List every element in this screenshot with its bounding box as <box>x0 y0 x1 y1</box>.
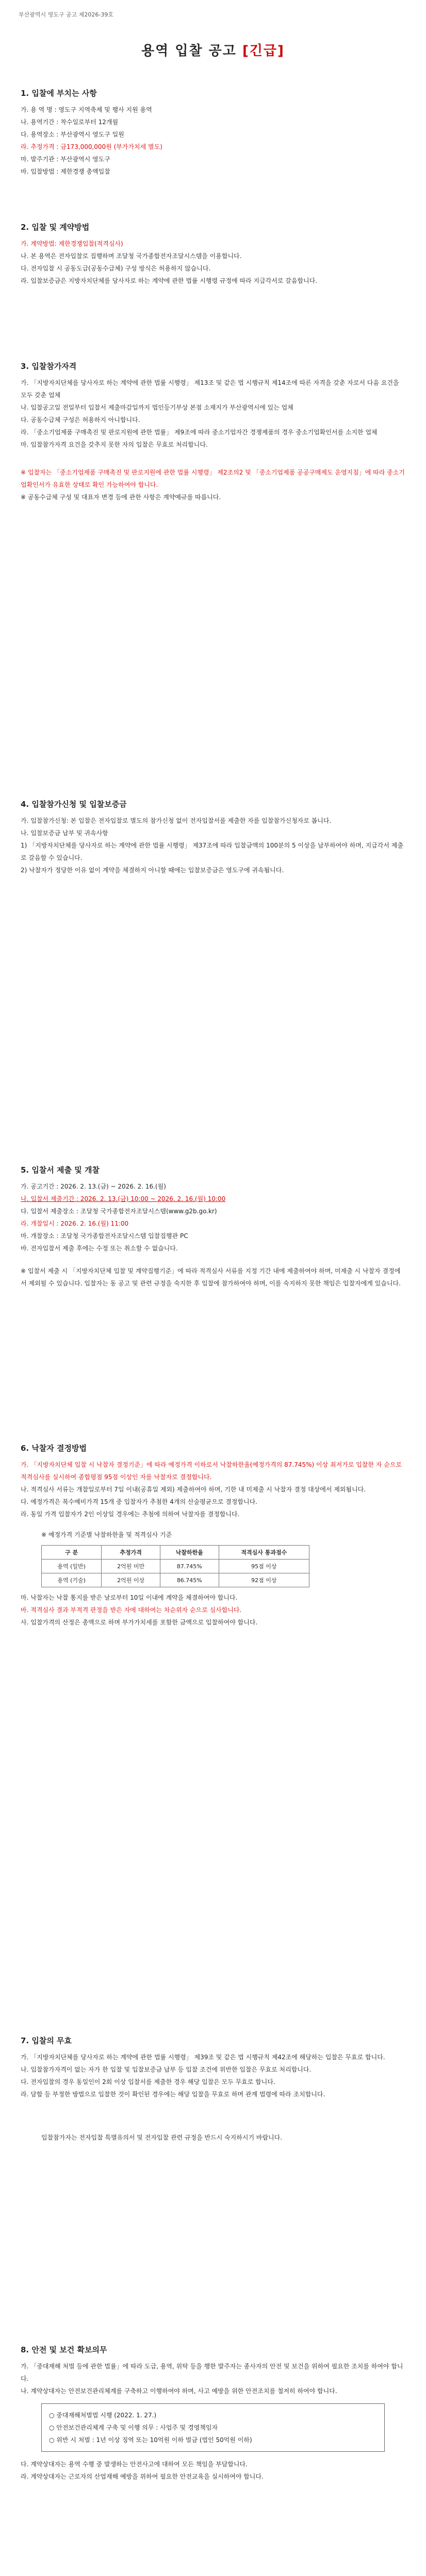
s8-after: 라. 계약상대자는 근로자의 산업재해 예방을 위하여 필요한 안전교육을 실시하여야 합니다. <box>21 2473 264 2480</box>
section-6-title: 6. 낙찰자 결정방법 <box>21 1444 87 1453</box>
s3-para: 나. 입찰공고일 전일부터 입찰서 제출마감일까지 법인등기부상 본점 소재지가 부산광역시에 있는 업체 <box>21 404 293 411</box>
notice-reference: 부산광역시 영도구 공고 제2026-39호 <box>19 11 113 18</box>
s6-after: 사. 입찰가격의 산정은 총액으로 하며 부가가치세를 포함한 금액으로 입찰하여야 합니다. <box>21 1619 258 1626</box>
s5-line: 나. 입찰서 제출기간 : 2026. 2. 13.(금) 10:00 ~ 2026. 2. 16.(월) 10:00 <box>21 1195 226 1202</box>
section-3 <box>21 361 405 503</box>
s7-note: 입찰참가자는 전자입찰 특별유의서 및 전자입찰 관련 규정을 반드시 숙지하시기 바랍니다. <box>41 2134 283 2141</box>
section-8-title: 8. 안전 및 보건 확보의무 <box>21 2345 107 2354</box>
s7-para: 가. 「지방자치단체를 당사자로 하는 계약에 관한 법률 시행령」 제39조 및 같은 법 시행규칙 제42조에 해당하는 입찰은 무효로 합니다. <box>21 2054 385 2061</box>
table-cell: 2억원 이상 <box>102 1573 160 1587</box>
s2-para: 다. 전자입찰 시 공동도급(공동수급체) 구성 방식은 허용하지 않습니다. <box>21 265 211 272</box>
s6-para: 다. 예정가격은 복수예비가격 15개 중 입찰자가 추첨한 4개의 산술평균으로 결정합니다. <box>21 1498 257 1505</box>
s5-line: 바. 전자입찰서 제출 후에는 수정 또는 취소할 수 없습니다. <box>21 1245 178 1252</box>
s6-after: 바. 적격심사 결과 부적격 판정을 받은 자에 대하여는 차순위자 순으로 심사합니다. <box>21 1606 242 1614</box>
s6-table-caption: ※ 예정가격 기준별 낙찰하한율 및 적격심사 기준 <box>41 1531 172 1538</box>
s3-para: 가. 「지방자치단체를 당사자로 하는 계약에 관한 법률 시행령」 제13조 및 같은 법 시행규칙 제14조에 따른 자격을 갖춘 자로서 다음 요건을 모두 갖춘 업체 <box>21 379 399 399</box>
s2-para: 라. 입찰보증금은 지방자치단체를 당사자로 하는 계약에 관한 법률 시행령 규정에 따라 지급각서로 갈음합니다. <box>21 277 318 284</box>
table-header: 적격심사 통과점수 <box>219 1546 309 1560</box>
table-header: 추정가격 <box>102 1546 160 1560</box>
table-row <box>42 1573 309 1587</box>
s5-line: 다. 입찰서 제출장소 : 조달청 국가종합전자조달시스템(www.g2b.go.kr) <box>21 1208 217 1215</box>
s8-para: 가. 「중대재해 처벌 등에 관한 법률」에 따라 도급, 용역, 위탁 등을 행한 발주자는 종사자의 안전 및 보건을 위하여 필요한 조치를 하여야 합니다. <box>21 2363 403 2382</box>
section-5-title: 5. 입찰서 제출 및 개찰 <box>21 1165 100 1175</box>
section-1-title: 1. 입찰에 부치는 사항 <box>21 89 97 98</box>
safety-box-line: ○ 위반 시 처벌 : 1년 이상 징역 또는 10억원 이하 벌금 (법인 50억원 이하) <box>49 2436 252 2444</box>
table-header: 낙찰하한율 <box>160 1546 219 1560</box>
section-4-title: 4. 입찰참가신청 및 입찰보증금 <box>21 800 127 809</box>
s8-para: 나. 계약상대자는 안전보건관리체계를 구축하고 이행하여야 하며, 사고 예방을 위한 안전조치를 철저히 하여야 합니다. <box>21 2387 337 2395</box>
s7-para: 다. 전자입찰의 경우 동일인이 2회 이상 입찰서를 제출한 경우 해당 입찰은 모두 무효로 합니다. <box>21 2078 275 2086</box>
s2-para: 가. 계약방법: 제한경쟁입찰(적격심사) <box>21 240 123 247</box>
urgent-badge: [긴급] <box>242 43 285 59</box>
table-cell: 용역 (기술) <box>42 1573 102 1587</box>
s1-line: 마. 발주기관 : 부산광역시 영도구 <box>21 156 110 163</box>
table-cell: 92점 이상 <box>219 1573 309 1587</box>
section-8 <box>21 2344 405 2483</box>
s1-line: 가. 용 역 명 : 영도구 지역축제 및 행사 지원 용역 <box>21 106 152 113</box>
table-header-row <box>42 1546 309 1560</box>
s5-note: ※ 입찰서 제출 시 「지방자치단체 입찰 및 계약집행기준」에 따라 적격심사 서류를 지정 기간 내에 제출하여야 하며, 미제출 시 낙찰자 결정에서 제외될 수 있습니다. 입찰자는 동 공고 및 관련 규정을 숙지한 후 입찰에 참가하여야 하며, 이를 숙지하지 못한 책임은 입찰자에게 있습니다. <box>21 1267 401 1287</box>
section-1 <box>21 88 405 178</box>
page-title <box>0 40 426 59</box>
s3-note: ※ 입찰자는 「중소기업제품 구매촉진 및 판로지원에 관한 법률 시행령」 제2조의2 및 「중소기업제품 공공구매제도 운영지침」에 따라 중소기업확인서가 유효한 상태로 확인 가능하여야 합니다. <box>21 469 405 488</box>
s3-note: ※ 공동수급체 구성 및 대표자 변경 등에 관한 사항은 계약예규를 따릅니다. <box>21 494 221 501</box>
s5-line: 라. 개찰일시 : 2026. 2. 16.(월) 11:00 <box>21 1220 129 1227</box>
criteria-table <box>41 1545 309 1587</box>
section-7-title: 7. 입찰의 무효 <box>21 2036 72 2045</box>
s6-after: 마. 낙찰자는 낙찰 통지를 받은 날로부터 10일 이내에 계약을 체결하여야 합니다. <box>21 1594 238 1601</box>
s6-para: 나. 적격심사 서류는 개찰일로부터 7일 이내(공휴일 제외) 제출하여야 하며, 기한 내 미제출 시 낙찰자 결정 대상에서 제외됩니다. <box>21 1486 366 1493</box>
section-6 <box>21 1443 405 1629</box>
s3-para: 다. 공동수급체 구성은 허용하지 아니합니다. <box>21 416 140 423</box>
table-cell: 87.745% <box>160 1560 219 1573</box>
s7-para: 나. 입찰참가자격이 없는 자가 한 입찰 및 입찰보증금 납부 등 입찰 조건에 위반한 입찰은 무효로 처리합니다. <box>21 2066 312 2073</box>
table-cell: 용역 (일반) <box>42 1560 102 1573</box>
section-3-title: 3. 입찰참가자격 <box>21 362 77 371</box>
table-row <box>42 1560 309 1573</box>
table-header: 구 분 <box>42 1546 102 1560</box>
s2-para: 나. 본 용역은 전자입찰로 집행하며 조달청 국가종합전자조달시스템을 이용합니다. <box>21 252 242 260</box>
section-7 <box>21 2035 405 2144</box>
safety-box-line: ○ 중대재해처벌법 시행 (2022. 1. 27.) <box>49 2412 157 2419</box>
s5-line: 가. 공고기간 : 2026. 2. 13.(금) ~ 2026. 2. 16.(월) <box>21 1183 166 1190</box>
s4-para: 2) 낙찰자가 정당한 이유 없이 계약을 체결하지 아니할 때에는 입찰보증금은 영도구에 귀속됩니다. <box>21 867 284 874</box>
section-4 <box>21 799 405 876</box>
s1-line: 라. 추정가격 : 금173,000,000원 (부가가치세 별도) <box>21 143 162 150</box>
section-2-title: 2. 입찰 및 계약방법 <box>21 223 90 232</box>
table-cell: 2억원 미만 <box>102 1560 160 1573</box>
table-cell: 86.745% <box>160 1573 219 1587</box>
s8-after: 다. 계약상대자는 용역 수행 중 발생하는 안전사고에 대하여 모든 책임을 부담합니다. <box>21 2461 248 2468</box>
s4-para: 가. 입찰참가신청: 본 입찰은 전자입찰로 별도의 참가신청 없이 전자입찰서를 제출한 자를 입찰참가신청자로 봅니다. <box>21 817 332 824</box>
s7-para: 라. 담합 등 부정한 방법으로 입찰한 것이 확인된 경우에는 해당 입찰을 무효로 하며 관계 법령에 따라 조치합니다. <box>21 2091 325 2098</box>
s4-para: 나. 입찰보증금 납부 및 귀속사항 <box>21 829 108 837</box>
section-5 <box>21 1164 405 1290</box>
title-text: 용역 입찰 공고 <box>141 43 237 59</box>
s6-para: 가. 「지방자치단체 입찰 시 낙찰자 결정기준」에 따라 예정가격 이하로서 낙찰하한율(예정가격의 87.745%) 이상 최저가로 입찰한 자 순으로 적격심사를 실시하여 종합평점 95점 이상인 자를 낙찰자로 결정합니다. <box>21 1461 402 1481</box>
safety-box <box>41 2403 385 2452</box>
s3-para: 라. 「중소기업제품 구매촉진 및 판로지원에 관한 법률」 제9조에 따라 중소기업자간 경쟁제품의 경우 중소기업확인서를 소지한 업체 <box>21 429 378 436</box>
s4-para: 1) 「지방자치단체를 당사자로 하는 계약에 관한 법률 시행령」 제37조에 따라 입찰금액의 100분의 5 이상을 납부하여야 하며, 지급각서 제출로 갈음할 수 있습니다. <box>21 842 403 861</box>
section-2 <box>21 222 405 287</box>
s5-line: 마. 개찰장소 : 조달청 국가종합전자조달시스템 입찰집행관 PC <box>21 1232 188 1240</box>
s6-para: 라. 동일 가격 입찰자가 2인 이상일 경우에는 추첨에 의하여 낙찰자를 결정합니다. <box>21 1511 240 1518</box>
table-cell: 95점 이상 <box>219 1560 309 1573</box>
s1-line: 바. 입찰방법 : 제한경쟁 총액입찰 <box>21 168 110 175</box>
safety-box-line: ○ 안전보건관리체계 구축 및 이행 의무 : 사업주 및 경영책임자 <box>49 2424 218 2431</box>
s3-para: 마. 입찰참가자격 요건을 갖추지 못한 자의 입찰은 무효로 처리합니다. <box>21 441 208 448</box>
s1-line: 나. 용역기간 : 착수일로부터 12개월 <box>21 118 119 126</box>
s1-line: 다. 용역장소 : 부산광역시 영도구 일원 <box>21 131 124 138</box>
